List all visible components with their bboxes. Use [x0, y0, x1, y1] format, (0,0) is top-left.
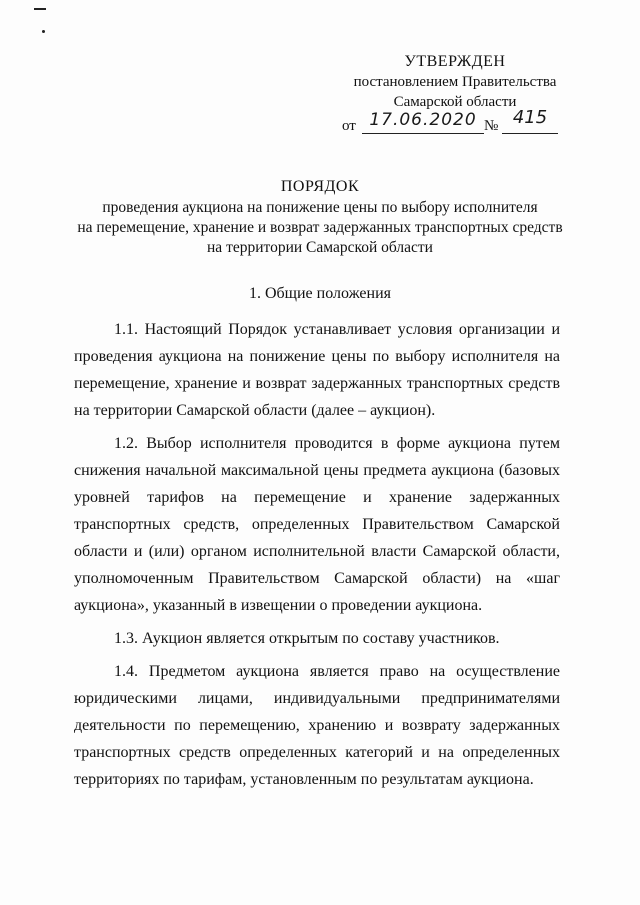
paragraph-1-1: 1.1. Настоящий Порядок устанавливает условия организации и проведения аукциона на понижение цены по выбору исполнителя на перемещение, хранение и возврат задержанных транспортных средств на территории Самарской области (далее – аукцион). — [74, 321, 560, 419]
scan-dash-mark — [34, 8, 46, 10]
handwritten-number: 415 — [512, 107, 548, 128]
document-body — [74, 316, 560, 799]
paragraph-1-2: 1.2. Выбор исполнителя проводится в форме аукциона путем снижения начальной максимальной цены предмета аукциона (базовых уровней тарифов на перемещение и хранение задержанных транспортных средств, определенных Правительством Самарской области и (или) органом исполнительной власти Самарской области, уполномоченным Правительством Самарской области) на «шаг аукциона», указанный в извещении о проведении аукциона. — [74, 435, 560, 614]
approval-line-1: постановлением Правительства — [353, 74, 557, 90]
approval-line-2: Самарской области — [393, 94, 517, 110]
paragraph-1-4: 1.4. Предметом аукциона является право на осуществление юридическими лицами, индивидуальными предпринимателями деятельности по перемещению, хранению и возврату задержанных транспортных средств определенных категорий и на определенных территориях по тарифам, установленным по результатам аукциона. — [74, 663, 560, 788]
approval-block — [330, 52, 580, 136]
paragraph-1-3: 1.3. Аукцион является открытым по составу участников. — [114, 630, 500, 647]
date-underline — [362, 133, 484, 134]
from-label: от — [342, 118, 356, 134]
number-label: № — [484, 118, 499, 134]
scan-dot-mark — [42, 30, 45, 33]
number-underline — [502, 133, 558, 134]
document-title-block — [40, 176, 600, 258]
document-title: ПОРЯДОК — [280, 178, 360, 195]
section-heading: 1. Общие положения — [248, 285, 392, 302]
title-line-1: проведения аукциона на понижение цены по выбору исполнителя — [102, 199, 538, 216]
handwritten-date: 17.06.2020 — [369, 110, 477, 130]
date-number-row — [342, 107, 580, 136]
title-line-2: на перемещение, хранение и возврат задержанных транспортных средств — [77, 219, 563, 236]
title-line-3: на территории Самарской области — [207, 239, 433, 256]
approved-label: УТВЕРЖДЕН — [404, 53, 506, 70]
